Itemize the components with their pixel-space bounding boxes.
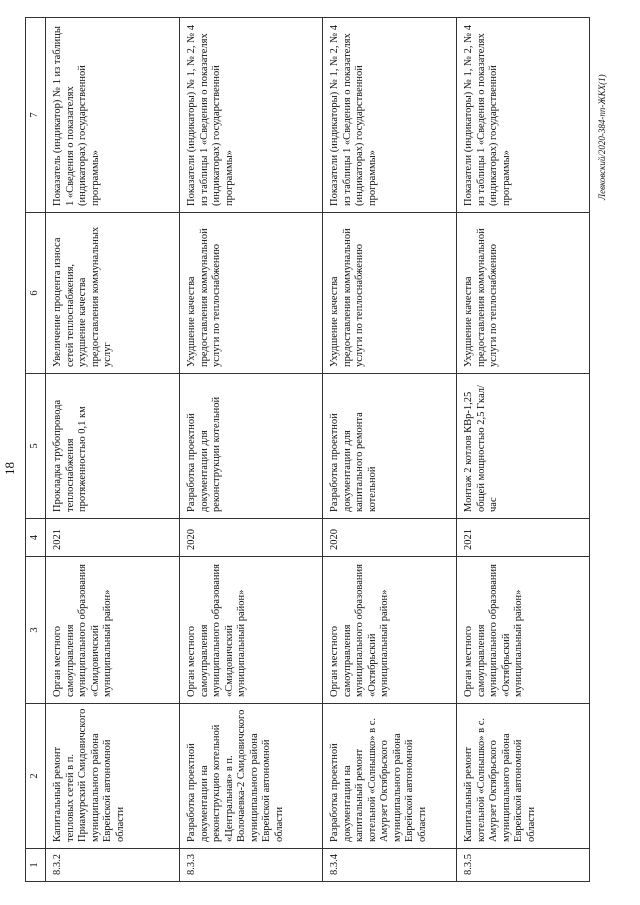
cell-number: 8.3.4 [323,849,457,882]
cell-result: Прокладка трубопровода теплоснабжения протяженностью 0,1 км [46,374,180,519]
column-header: 3 [26,557,46,704]
cell-number: 8.3.2 [46,849,180,882]
column-header: 7 [26,18,46,213]
cell-indicators: Показатели (индикаторы) № 1, № 2, № 4 из таблицы 1 «Сведения о показателях (индикаторах) государственной программы» [457,18,590,213]
document-footer: Левковский/2020-384-пп-ЖКХ(1) [597,74,607,200]
column-header: 5 [26,374,46,519]
cell-indicators: Показатели (индикаторы) № 1, № 2, № 4 из таблицы 1 «Сведения о показателях (индикаторах) государственной программы» [180,18,323,213]
cell-indicators: Показатель (индикатор) № 1 из таблицы 1 «Сведения о показателях (индикаторах) государственной программы» [46,18,180,213]
cell-year: 2021 [46,519,180,557]
table-row [323,18,457,882]
cell-executor: Орган местного самоуправления муниципального образования «Октябрьский муниципальный район» [457,557,590,704]
table-row [457,18,590,882]
column-header: 4 [26,519,46,557]
cell-result: Монтаж 2 котлов КВр-1,25 общей мощностью 2,5 Гкал/час [457,374,590,519]
column-header: 1 [26,849,46,882]
cell-number: 8.3.5 [457,849,590,882]
cell-consequence: Ухудшение качества предоставления коммунальной услуги по теплоснабжению [457,213,590,374]
cell-measure-name: Разработка проектной документации на реконструкцию котельной «Центральная» в п. Волочаевка-2 Смидовичского муниципального района Еврейской автономной области [180,704,323,849]
cell-consequence: Ухудшение качества предоставления коммунальной услуги по теплоснабжению [323,213,457,374]
table-row [180,18,323,882]
cell-consequence: Увеличение процента износа сетей теплоснабжения, ухудшение качества предоставления коммунальных услуг [46,213,180,374]
column-header: 6 [26,213,46,374]
cell-indicators: Показатели (индикаторы) № 1, № 2, № 4 из таблицы 1 «Сведения о показателях (индикаторах) государственной программы» [323,18,457,213]
cell-executor: Орган местного самоуправления муниципального образования «Смидовичский муниципальный район» [180,557,323,704]
cell-number: 8.3.3 [180,849,323,882]
cell-measure-name: Капитальный ремонт тепловых сетей в п. Приамурский Смидовичского муниципального района Еврейской автономной области [46,704,180,849]
cell-year: 2021 [457,519,590,557]
cell-result: Разработка проектной документации для реконструкции котельной [180,374,323,519]
cell-measure-name: Разработка проектной документации на капитальный ремонт котельной «Солнышко» в с. Амурзет Октябрьского муниципального района Еврейской автономной области [323,704,457,849]
cell-consequence: Ухудшение качества предоставления коммунальной услуги по теплоснабжению [180,213,323,374]
column-header: 2 [26,704,46,849]
cell-measure-name: Капитальный ремонт котельной «Солнышко» в с. Амурзет Октябрьского муниципального района Еврейской автономной области [457,704,590,849]
cell-result: Разработка проектной документации для капитального ремонта котельной [323,374,457,519]
table-row [46,18,180,882]
page-number: 18 [2,462,17,475]
cell-year: 2020 [180,519,323,557]
cell-executor: Орган местного самоуправления муниципального образования «Октябрьский муниципальный район» [323,557,457,704]
measures-table [25,17,590,882]
cell-year: 2020 [323,519,457,557]
cell-executor: Орган местного самоуправления муниципального образования «Смидовичский муниципальный район» [46,557,180,704]
table-header-row [26,18,46,882]
